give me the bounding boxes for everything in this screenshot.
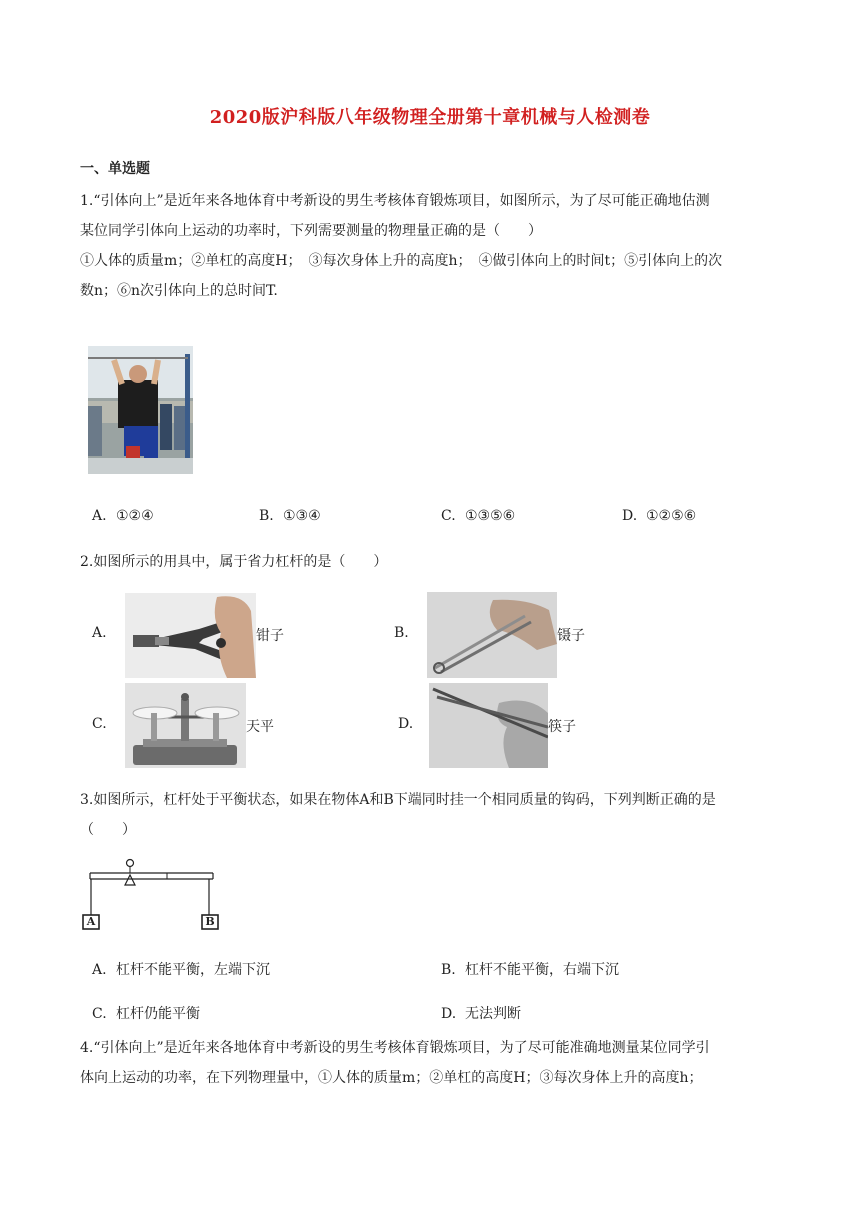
question-text-line: 4.“引体向上”是近年来各地体育中考新设的男生考核体育锻炼项目，为了尽可能准确地测量某位同学引 [80, 1040, 710, 1056]
tweezers-photo [427, 592, 557, 678]
pliers-photo [125, 593, 256, 678]
question-3-stem [80, 785, 785, 845]
q2-option-d-key: D. [398, 716, 414, 732]
q2-option-c-key: C. [92, 716, 107, 732]
page-title: 2020版沪科版八年级物理全册第十章机械与人检测卷 [209, 107, 651, 128]
q3-option-a: A. 杠杆不能平衡，左端下沉 [92, 962, 270, 978]
balance-scale-photo [125, 683, 246, 768]
question-text-line: ①人体的质量m；②单杠的高度H； ③每次身体上升的高度h； ④做引体向上的时间t；⑤引体向上的次 [80, 253, 723, 269]
q2-option-d-caption: 筷子 [548, 719, 576, 735]
question-4-stem [80, 1033, 785, 1093]
q2-option-b-caption: 镊子 [557, 628, 585, 644]
q1-option-a: A. ①②④ [92, 508, 154, 524]
chopsticks-photo [429, 683, 548, 768]
q2-option-b-key: B. [394, 625, 409, 641]
q1-option-b: B. ①③④ [259, 508, 321, 524]
question-text-line: 数n；⑥n次引体向上的总时间T. [80, 283, 278, 299]
q3-option-c: C. 杠杆仍能平衡 [92, 1006, 200, 1022]
q1-option-d: D. ①②⑤⑥ [622, 508, 697, 524]
section-heading: 一、单选题 [80, 161, 150, 177]
block-b-label: B [205, 915, 215, 928]
q3-option-d: D. 无法判断 [441, 1006, 521, 1022]
q1-option-c: C. ①③⑤⑥ [441, 508, 516, 524]
question-text-line: 体向上运动的功率，在下列物理量中，①人体的质量m；②单杠的高度H；③每次身体上升的高度h； [80, 1070, 703, 1086]
pull-up-photo [88, 346, 193, 474]
question-text-line: 3.如图所示，杠杆处于平衡状态，如果在物体A和B下端同时挂一个相同质量的钩码，下列判断正确的是 [80, 792, 716, 808]
question-2-stem [80, 547, 785, 577]
q2-option-c-caption: 天平 [246, 719, 274, 735]
question-text-line: 1.“引体向上”是近年来各地体育中考新设的男生考核体育锻炼项目，如图所示，为了尽可能正确地估测 [80, 193, 710, 209]
q2-option-a-key: A. [92, 625, 107, 641]
question-text-line: （ ） [80, 822, 136, 838]
block-a-label: A [86, 915, 96, 928]
question-text-line: 2.如图所示的用具中，属于省力杠杆的是（ ） [80, 554, 388, 570]
question-text-line: 某位同学引体向上运动的功率时，下列需要测量的物理量正确的是（ ） [80, 223, 542, 239]
lever-diagram [80, 855, 225, 935]
q3-option-b: B. 杠杆不能平衡，右端下沉 [441, 962, 619, 978]
q2-option-a-caption: 钳子 [256, 628, 284, 644]
question-1-stem [80, 186, 785, 306]
